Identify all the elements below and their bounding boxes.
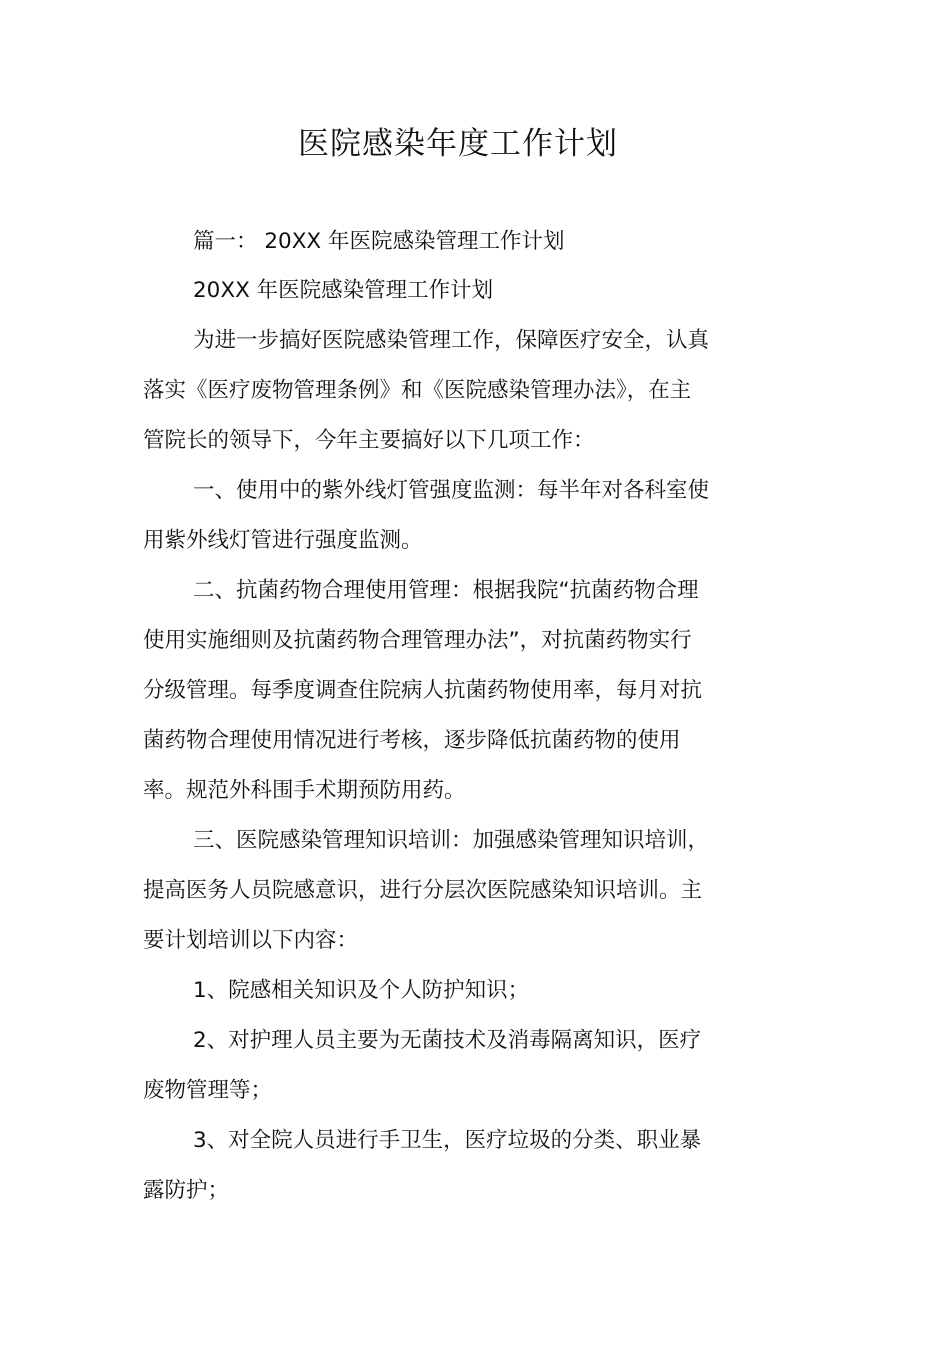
paragraph-line: 三、医院感染管理知识培训：加强感染管理知识培训， <box>193 828 710 853</box>
paragraph-line: 管院长的领导下，今年主要搞好以下几项工作： <box>143 428 595 453</box>
document-title: 医院感染年度工作计划 <box>298 126 618 162</box>
paragraph-line: 要计划培训以下内容： <box>143 928 359 953</box>
paragraph-line: 一、使用中的紫外线灯管强度监测：每半年对各科室使 <box>193 478 710 503</box>
paragraph-line: 分级管理。每季度调查住院病人抗菌药物使用率，每月对抗 <box>143 678 703 703</box>
list-item-continuation: 露防护； <box>143 1178 230 1203</box>
list-item: 2、对护理人员主要为无菌技术及消毒隔离知识，医疗 <box>193 1028 702 1053</box>
paragraph-line: 菌药物合理使用情况进行考核，逐步降低抗菌药物的使用 <box>143 728 681 753</box>
paragraph-line: 为进一步搞好医院感染管理工作，保障医疗安全，认真 <box>193 328 710 353</box>
list-item: 1、院感相关知识及个人防护知识； <box>193 978 530 1003</box>
paragraph-line: 二、抗菌药物合理使用管理：根据我院“抗菌药物合理 <box>193 578 699 603</box>
paragraph-line: 提高医务人员院感意识，进行分层次医院感染知识培训。主 <box>143 878 703 903</box>
paragraph-line: 使用实施细则及抗菌药物合理管理办法”，对抗菌药物实行 <box>143 628 692 653</box>
section-heading: 篇一： 20XX 年医院感染管理工作计划 <box>193 229 565 254</box>
paragraph-line: 用紫外线灯管进行强度监测。 <box>143 528 423 553</box>
paragraph-line: 落实《医疗废物管理条例》和《医院感染管理办法》，在主 <box>143 378 692 403</box>
list-item-continuation: 废物管理等； <box>143 1078 273 1103</box>
subtitle-line: 20XX 年医院感染管理工作计划 <box>193 278 494 303</box>
list-item: 3、对全院人员进行手卫生，医疗垃圾的分类、职业暴 <box>193 1128 702 1153</box>
paragraph-line: 率。规范外科围手术期预防用药。 <box>143 778 466 803</box>
